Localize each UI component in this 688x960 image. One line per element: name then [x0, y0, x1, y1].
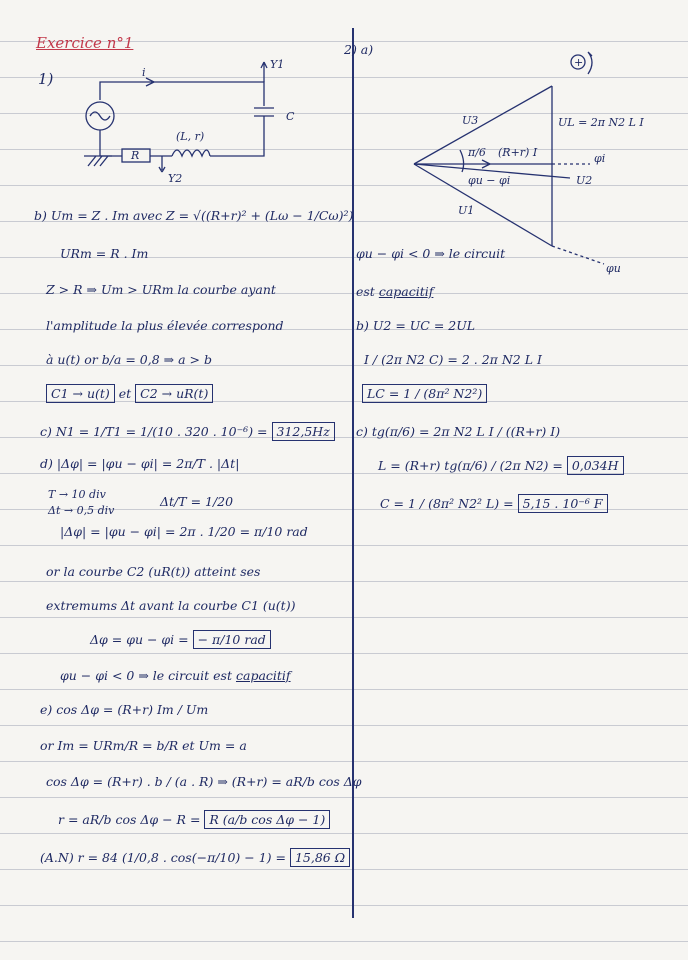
line-rc3 [380, 496, 608, 511]
line-d5: extremums Δt avant la courbe C1 (u(t)) [46, 598, 296, 613]
exercise-title: Exercice n°1 [36, 34, 134, 52]
line-d1: d) |Δφ| = |φu − φi| = 2π/T . |Δt| [40, 456, 240, 471]
curve-c1-box: C1 → u(t) [46, 384, 115, 403]
line-e1: e) cos Δφ = (R+r) Im / Um [40, 702, 209, 717]
y1-label: Y1 [270, 58, 285, 71]
question-2a: 2) a) [344, 42, 374, 57]
u2-label: U2 [576, 174, 593, 187]
line-d2c: Δt/T = 1/20 [160, 494, 234, 509]
pi-over-6-label: π/6 [468, 146, 486, 159]
capacitive-word-right: capacitif [378, 284, 434, 299]
curve-c2-box: C2 → uR(t) [135, 384, 213, 403]
u-direction-extension [552, 246, 604, 264]
coil-label: (L, r) [176, 130, 205, 143]
line-rb2: I / (2π N2 C) = 2 . 2π N2 L I [364, 352, 542, 367]
and-word: et [118, 386, 132, 401]
line-rc2 [378, 458, 624, 473]
capacitive-statement: φu − φi < 0 ⇒ le circuit est [60, 668, 232, 683]
rotation-sense-arrow [588, 52, 592, 74]
capacitor-label: C [286, 110, 295, 123]
y2-label: Y2 [168, 172, 183, 185]
coil-symbol [172, 150, 210, 156]
line-rc1: c) tg(π/6) = 2π N2 L I / ((R+r) I) [356, 424, 561, 439]
est-word: est [356, 284, 375, 299]
lc-result: LC = 1 / (8π² N2²) [362, 384, 487, 403]
line-b3: Z > R ⇒ Um > URm la courbe ayant [46, 282, 276, 297]
u1-label: U1 [458, 204, 475, 217]
u3-label: U3 [462, 114, 479, 127]
phase-diff-label: φu − φi [468, 174, 511, 187]
question-1: 1) [38, 70, 54, 88]
numeric-application: (A.N) r = 84 (1/0,8 . cos(−π/10) − 1) = [40, 850, 286, 865]
line-d7 [60, 668, 291, 683]
top-wire [100, 82, 264, 106]
line-d2a: T → 10 div [48, 488, 106, 501]
line-d2b: Δt → 0,5 div [48, 504, 115, 517]
ground-symbol [84, 156, 112, 166]
phi-u-label: φu [606, 262, 621, 275]
line-rb3 [362, 386, 487, 401]
line-e4 [58, 812, 330, 827]
resistance-expression: R (a/b cos Δφ − 1) [204, 810, 330, 829]
line-b2: URm = R . Im [60, 246, 149, 261]
line-e3: cos Δφ = (R+r) . b / (a . R) ⇒ (R+r) = aR/b cos Δφ [46, 774, 362, 789]
capacitance-formula: C = 1 / (8π² N2² L) = [380, 496, 514, 511]
inductance-formula: L = (R+r) tg(π/6) / (2π N2) = [378, 458, 563, 473]
phase-difference-formula: Δφ = φu − φi = [90, 632, 189, 647]
rri-label: (R+r) I [498, 146, 538, 159]
right-wire [210, 116, 264, 156]
circuit-diagram [80, 58, 320, 185]
inductance-result: 0,034H [567, 456, 624, 475]
line-e5 [40, 850, 350, 865]
current-label: i [142, 66, 146, 79]
plus-sign: + [574, 56, 584, 69]
line-d3: |Δφ| = |φu − φi| = 2π . 1/20 = π/10 rad [60, 524, 308, 539]
line-r1a: φu − φi < 0 ⇒ le circuit [356, 246, 506, 261]
resistance-formula: r = aR/b cos Δφ − R = [58, 812, 201, 827]
line-d6 [90, 632, 271, 647]
resistance-result: 15,86 Ω [290, 848, 350, 867]
line-b1: b) Um = Z . Im avec Z = √((R+r)² + (Lω − 1/Cω)²) [34, 208, 354, 223]
capacitive-word: capacitif [235, 668, 291, 683]
capacitance-result: 5,15 . 10⁻⁶ F [518, 494, 608, 513]
line-b6 [46, 386, 213, 401]
phase-difference-result: − π/10 rad [193, 630, 271, 649]
phi-i-label: φi [594, 152, 606, 165]
generator-wave [90, 112, 110, 120]
line-rb1: b) U2 = UC = 2UL [356, 318, 476, 333]
ul-label: UL = 2π N2 L I [558, 116, 644, 129]
resistor-label: R [131, 149, 140, 162]
line-c1 [40, 424, 335, 439]
line-b5: à u(t) or b/a = 0,8 ⇒ a > b [46, 352, 212, 367]
line-d4: or la courbe C2 (uR(t)) atteint ses [46, 564, 261, 579]
line-b4: l'amplitude la plus élevée correspond [46, 318, 284, 333]
line-r1b [356, 284, 433, 299]
line-e2: or Im = URm/R = b/R et Um = a [40, 738, 247, 753]
frequency-formula: c) N1 = 1/T1 = 1/(10 . 320 . 10⁻⁶) = [40, 424, 268, 439]
frequency-result: 312,5Hz [272, 422, 335, 441]
